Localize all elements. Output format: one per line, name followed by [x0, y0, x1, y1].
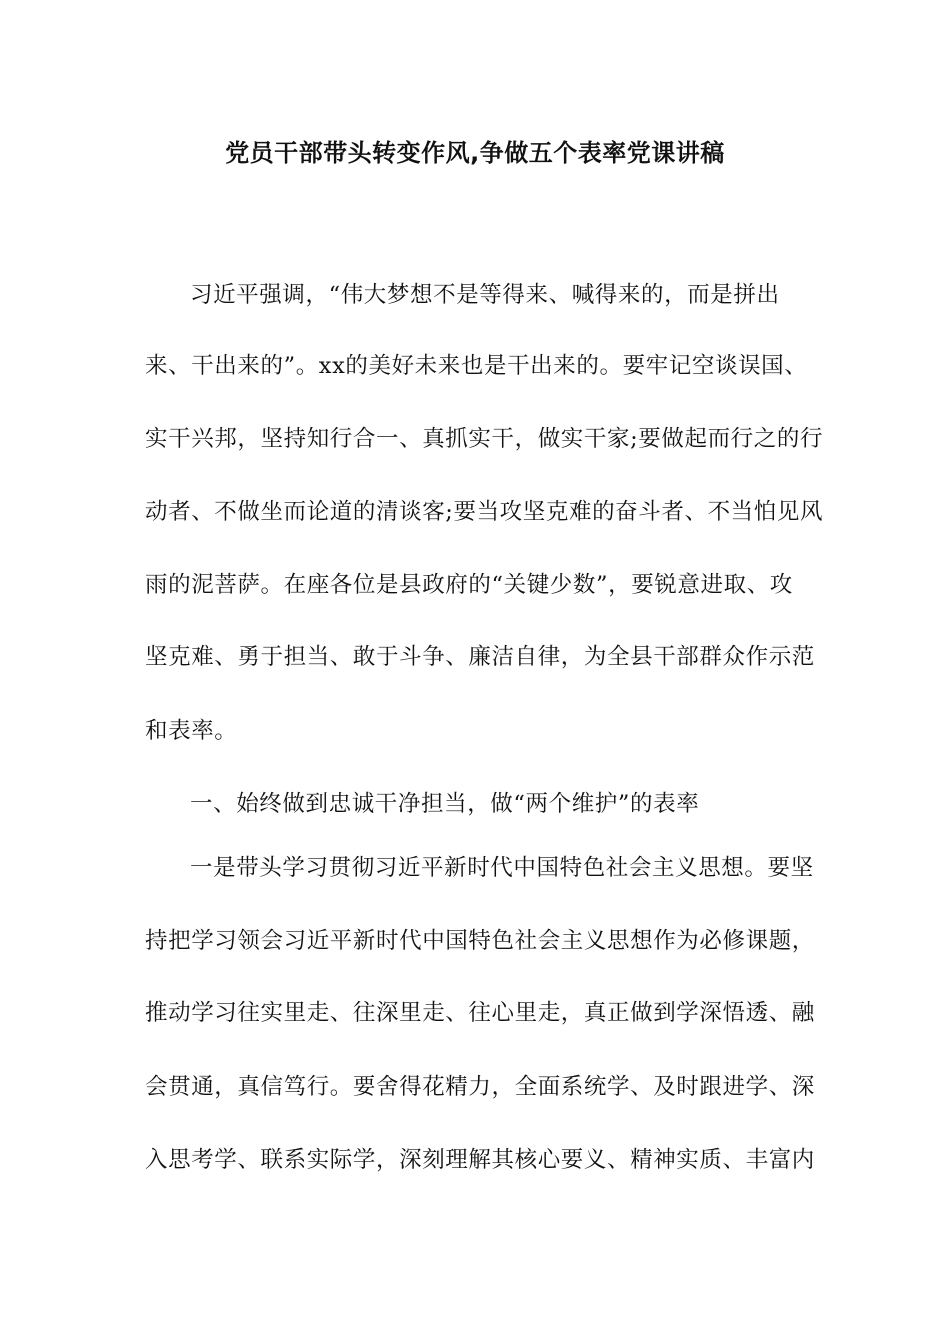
paragraph-1-line-4: 动者、不做坐而论道的清谈客;要当攻坚克难的奋斗者、不当怕见风 — [145, 499, 824, 525]
paragraph-1-line-5: 雨的泥菩萨。在座各位是县政府的“关键少数”，要锐意进取、攻 — [145, 572, 793, 598]
paragraph-1-line-6: 坚克难、勇于担当、敢于斗争、廉洁自律，为全县干部群众作示范 — [145, 644, 815, 670]
paragraph-3-line-1: 一是带头学习贯彻习近平新时代中国特色社会主义思想。要坚 — [190, 855, 814, 881]
paragraph-3-line-5: 入思考学、联系实际学，深刻理解其核心要义、精神实质、丰富内 — [145, 1147, 815, 1173]
paragraph-1-line-2: 来、干出来的”。xx的美好未来也是干出来的。要牢记空谈误国、 — [145, 353, 808, 379]
paragraph-3-line-4: 会贯通，真信笃行。要舍得花精力，全面系统学、及时跟进学、深 — [145, 1074, 815, 1100]
paragraph-1-line-7: 和表率。 — [145, 718, 238, 744]
section-heading-1: 一、始终做到忠诚干净担当，做“两个维护”的表率 — [190, 791, 700, 817]
paragraph-3-line-3: 推动学习往实里走、往深里走、往心里走，真正做到学深悟透、融 — [145, 1000, 815, 1026]
document-title: 党员干部带头转变作风,争做五个表率党课讲稿 — [225, 139, 725, 167]
paragraph-3-line-2: 持把学习领会习近平新时代中国特色社会主义思想作为必修课题， — [145, 928, 815, 954]
paragraph-1-line-1: 习近平强调，“伟大梦想不是等得来、喊得来的，而是拼出 — [190, 282, 780, 308]
paragraph-1-line-3: 实干兴邦，坚持知行合一、真抓实干，做实干家;要做起而行之的行 — [145, 426, 824, 452]
